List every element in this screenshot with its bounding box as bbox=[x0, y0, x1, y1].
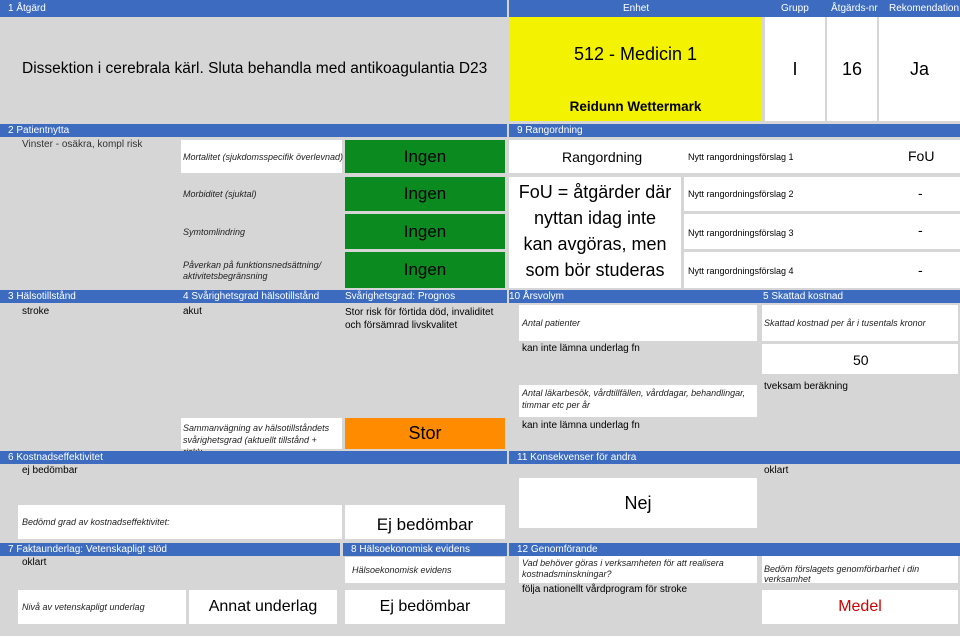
morbiditet-value: Ingen bbox=[345, 177, 505, 211]
rangordning-title: Rangordning bbox=[562, 149, 643, 165]
besok-value: kan inte lämna underlag fn bbox=[522, 420, 640, 431]
svarighetsgrad-value: akut bbox=[183, 306, 202, 317]
kostnad-label: Skattad kostnad per år i tusentals kronor bbox=[764, 318, 926, 328]
arsvolym-header bbox=[509, 290, 960, 303]
kostnad-note: tveksam beräkning bbox=[764, 381, 848, 392]
enhet-person: Reidunn Wettermark bbox=[569, 99, 702, 114]
prognos-value: Stor risk för förtida död, invaliditet och försämrad livskvalitet bbox=[345, 307, 494, 331]
faktaunderlag-value: Annat underlag bbox=[189, 590, 337, 624]
header-atgard-label: 1 Åtgärd bbox=[8, 3, 46, 14]
konsekvenser-text: oklart bbox=[764, 465, 789, 476]
mortalitet-value: Ingen bbox=[345, 140, 505, 173]
rangordning-header: 9 Rangordning bbox=[509, 124, 960, 137]
header-grupp-label: Grupp bbox=[781, 3, 809, 14]
rangordning-value-2: - bbox=[918, 185, 923, 201]
faktaunderlag-label: Nivå av vetenskapligt underlag bbox=[22, 602, 145, 612]
genomforande-header: 12 Genomförande bbox=[509, 543, 960, 556]
rekomendation-value: Ja bbox=[879, 17, 960, 121]
rangordning-fou-text: FoU = åtgärder där nyttan idag inte kan avgöras, men som bör studeras bbox=[518, 182, 672, 280]
arsvolym-header-label: 10 Årsvolym bbox=[509, 291, 565, 302]
konsekvenser-header: 11 Konsekvenser för andra bbox=[509, 451, 960, 464]
header-rekomendation-label: Rekomendation bbox=[889, 3, 960, 14]
rangordning-value-1: FoU bbox=[908, 148, 935, 164]
bedom-value: Medel bbox=[762, 590, 958, 624]
enhet-value: 512 - Medicin 1 bbox=[573, 44, 698, 64]
faktaunderlag-header: 7 Faktaunderlag: Vetenskapligt stöd bbox=[0, 543, 340, 556]
genomforande-text: följa nationellt vårdprogram för stroke bbox=[522, 584, 688, 595]
halsoekonomisk-label: Hälsoekonomisk evidens bbox=[352, 565, 452, 575]
besok-label: Antal läkarbesök, vårdtillfällen, vårddagar, behandlingar, timmar etc per år bbox=[522, 388, 746, 410]
kostnadseffektivitet-text: ej bedömbar bbox=[22, 465, 78, 476]
halsoekonomisk-header: 8 Hälsoekonomisk evidens bbox=[343, 543, 507, 556]
rangordning-label-2: Nytt rangordningsförslag 2 bbox=[688, 189, 794, 199]
patientnytta-text: Vinster - osäkra, kompl risk bbox=[22, 139, 143, 150]
sammanvagning-value: Stor bbox=[345, 418, 505, 449]
svarighetsgrad-header-label: 4 Svårighetsgrad hälsotillstånd bbox=[183, 291, 320, 302]
atgard-text: Dissektion i cerebrala kärl. Sluta behandla med antikoagulantia D23 bbox=[22, 60, 488, 77]
bedom-label: Bedöm förslagets genomförbarhet i din verksamhet bbox=[764, 564, 920, 584]
header-atgardsnr-label: Åtgärds-nr bbox=[831, 3, 878, 14]
atgardsnr-value: 16 bbox=[827, 17, 877, 121]
funktion-value: Ingen bbox=[345, 252, 505, 288]
header-right bbox=[509, 0, 960, 17]
kostnad-value: 50 bbox=[853, 352, 869, 368]
header-enhet-label: Enhet bbox=[623, 3, 650, 14]
header-atgard bbox=[0, 0, 507, 17]
halsotillstand-value: stroke bbox=[22, 306, 50, 317]
halsotillstand-header bbox=[0, 290, 507, 303]
kostnadseffektivitet-label: Bedömd grad av kostnadseffektivitet: bbox=[22, 517, 170, 527]
halsotillstand-header-label: 3 Hälsotillstånd bbox=[8, 291, 76, 302]
kostnad-header-label: 5 Skattad kostnad bbox=[763, 291, 844, 302]
kostnadseffektivitet-header: 6 Kostnadseffektivitet bbox=[0, 451, 507, 464]
antal-label: Antal patienter bbox=[522, 318, 581, 328]
genomforande-label: Vad behöver göras i verksamheten för att realisera kostnadsminskningar? bbox=[522, 558, 724, 579]
mortalitet-label: Mortalitet (sjukdomsspecifik överlevnad) bbox=[183, 152, 344, 162]
rangordning-fou-box bbox=[509, 177, 681, 288]
rangordning-label-3: Nytt rangordningsförslag 3 bbox=[688, 228, 794, 238]
grupp-value: I bbox=[765, 17, 825, 121]
symtomlindring-label: Symtomlindring bbox=[183, 227, 246, 237]
prognos-header-label: Svårighetsgrad: Prognos bbox=[345, 291, 456, 302]
faktaunderlag-text: oklart bbox=[22, 557, 47, 568]
halsoekonomisk-value: Ej bedömbar bbox=[345, 590, 505, 624]
kostnadseffektivitet-value: Ej bedömbar bbox=[345, 505, 505, 539]
rangordning-value-4: - bbox=[918, 262, 923, 278]
funktion-label: Påverkan på funktionsnedsättning/ aktivitetsbegränsning bbox=[183, 260, 322, 281]
antal-value: kan inte lämna underlag fn bbox=[522, 343, 640, 354]
morbiditet-label: Morbiditet (sjuktal) bbox=[183, 189, 257, 199]
rangordning-value-3: - bbox=[918, 222, 923, 238]
rangordning-label-4: Nytt rangordningsförslag 4 bbox=[688, 266, 794, 276]
sammanvagning-label: Sammanvägning av hälsotillståndets svårighetsgrad (aktuellt tillstånd + bbox=[183, 423, 330, 445]
symtomlindring-value: Ingen bbox=[345, 214, 505, 249]
konsekvenser-value: Nej bbox=[519, 478, 757, 528]
rangordning-label-1: Nytt rangordningsförslag 1 bbox=[688, 152, 794, 162]
patientnytta-header: 2 Patientnytta bbox=[0, 124, 507, 137]
